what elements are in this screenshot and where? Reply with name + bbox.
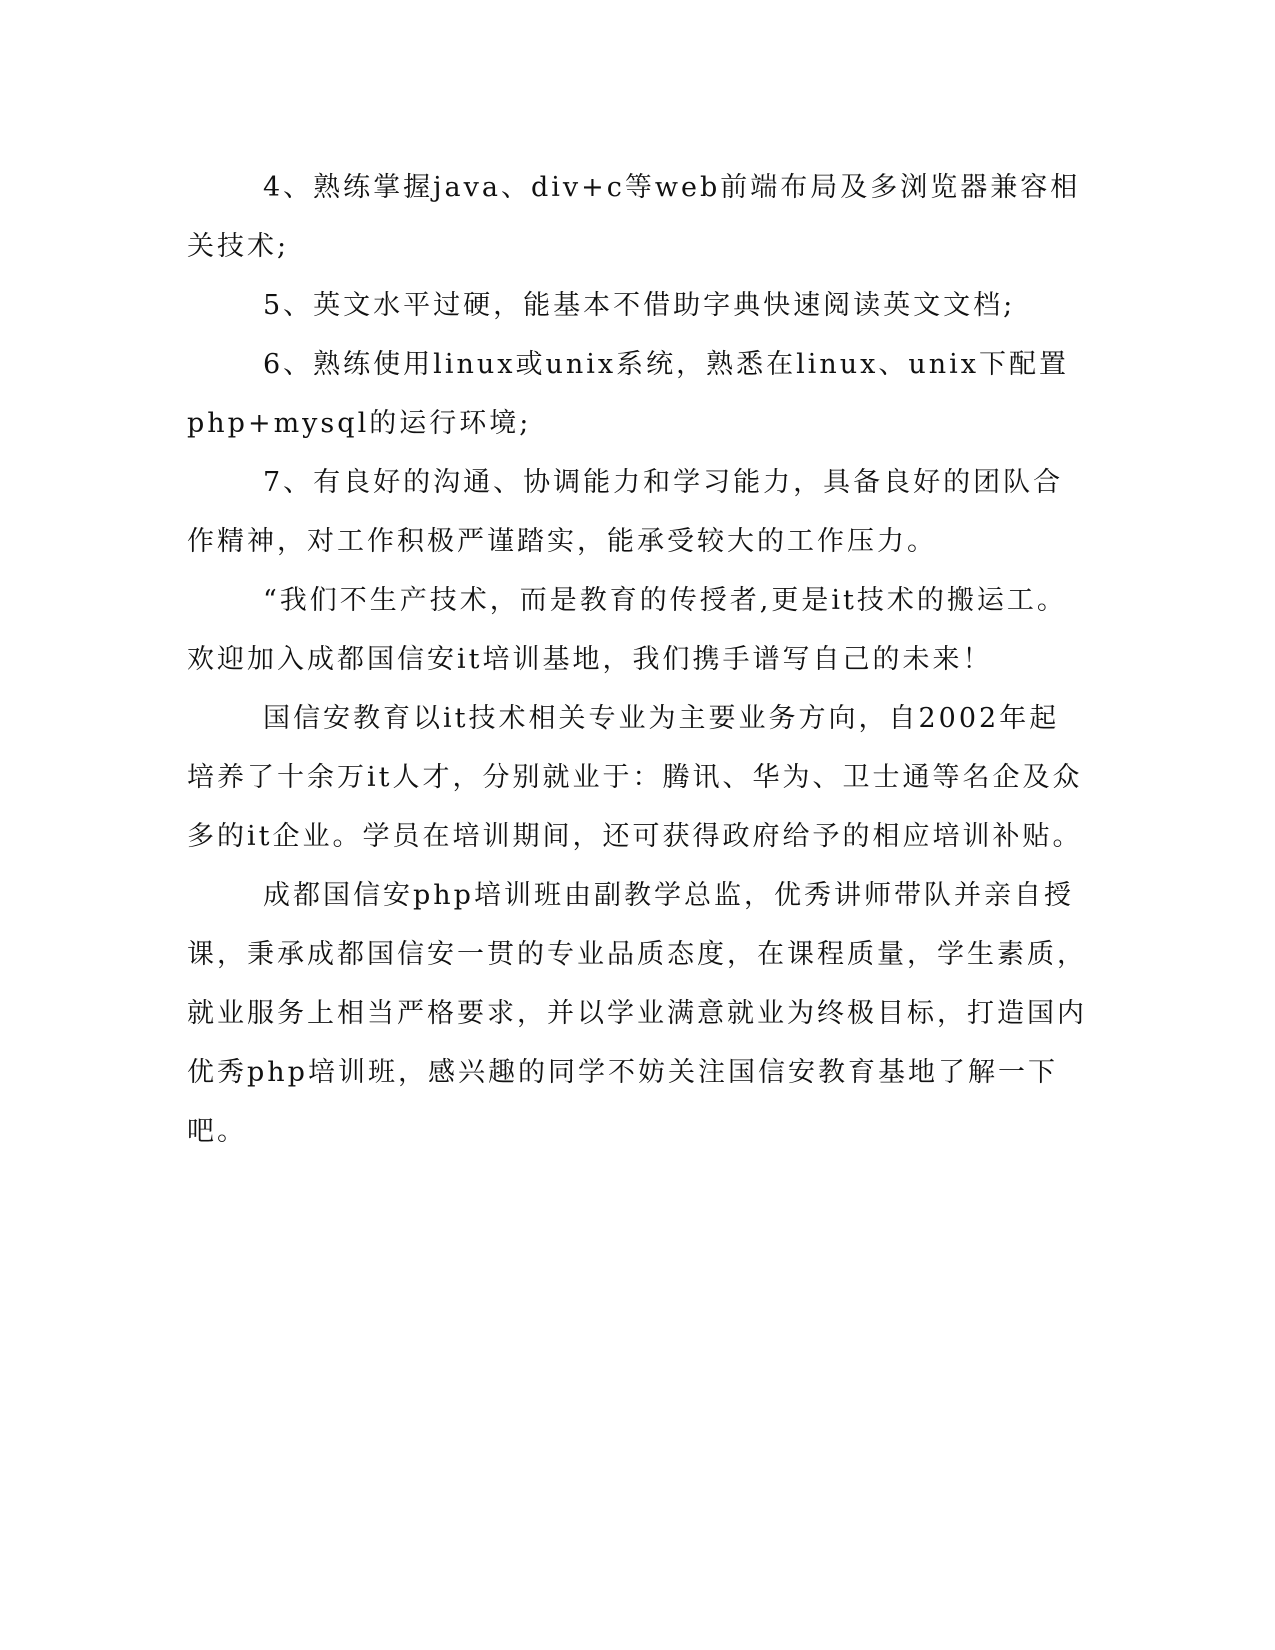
- paragraph-item-4: 4、熟练掌握java、div+c等web前端布局及多浏览器兼容相关技术;: [187, 172, 1081, 262]
- paragraph-item-5: 5、英文水平过硬，能基本不借助字典快速阅读英文文档;: [263, 290, 1016, 321]
- document-body: [187, 158, 1087, 1161]
- paragraph-item-6: 6、熟练使用linux或unix系统，熟悉在linux、unix下配置php+mysql的运行环境;: [187, 349, 1070, 439]
- paragraph-education-intro: 国信安教育以it技术相关专业为主要业务方向，自2002年起培养了十余万it人才，分别就业于：腾讯、华为、卫士通等名企及众多的it企业。学员在培训期间，还可获得政府给予的相应培训补贴。: [187, 703, 1083, 852]
- paragraph-php-training: 成都国信安php培训班由副教学总监，优秀讲师带队并亲自授课，秉承成都国信安一贯的专业品质态度，在课程质量，学生素质，就业服务上相当严格要求，并以学业满意就业为终极目标，打造国内优秀php培训班，感兴趣的同学不妨关注国信安教育基地了解一下吧。: [187, 880, 1087, 1147]
- paragraph-item-7: 7、有良好的沟通、协调能力和学习能力，具备良好的团队合作精神，对工作积极严谨踏实，能承受较大的工作压力。: [187, 467, 1064, 557]
- paragraph-quote: “我们不生产技术，而是教育的传授者,更是it技术的搬运工。欢迎加入成都国信安it培训基地，我们携手谱写自己的未来！: [187, 585, 1067, 675]
